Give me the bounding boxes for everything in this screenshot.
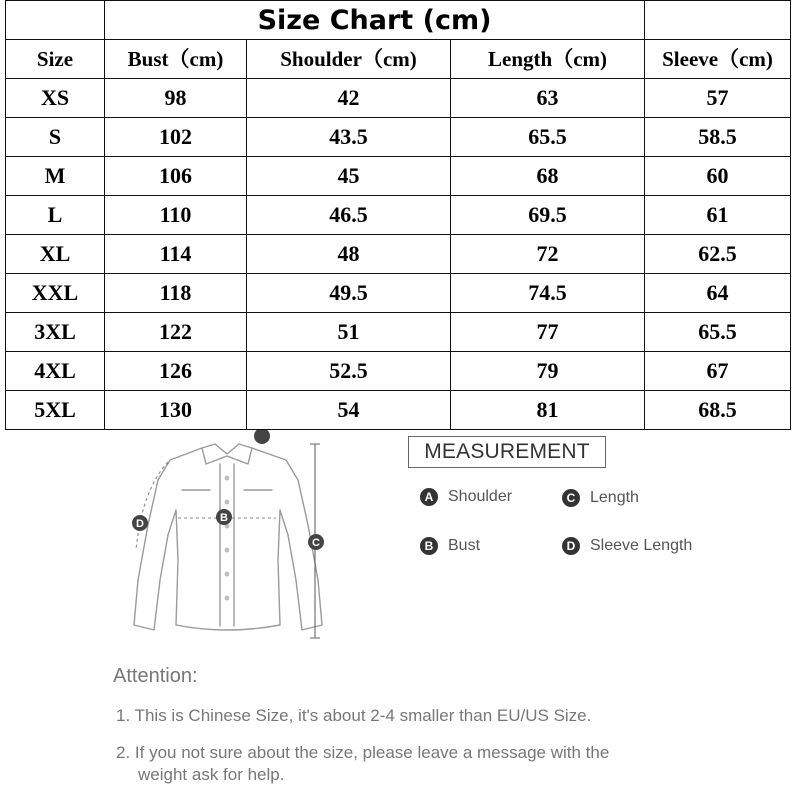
cell-length: 69.5 xyxy=(451,196,645,235)
legend-label: Shoulder xyxy=(448,488,513,505)
cell-length: 74.5 xyxy=(451,274,645,313)
cell-sleeve: 62.5 xyxy=(645,235,791,274)
legend-item-bust xyxy=(420,537,480,555)
cell-sleeve: 58.5 xyxy=(645,118,791,157)
title-blank-cell xyxy=(6,1,105,40)
cell-shoulder: 52.5 xyxy=(247,352,451,391)
svg-text:C: C xyxy=(312,537,320,549)
cell-size: S xyxy=(6,118,105,157)
cell-shoulder: 42 xyxy=(247,79,451,118)
attention-note-2-line-2: weight ask for help. xyxy=(138,765,285,784)
cell-sleeve: 64 xyxy=(645,274,791,313)
svg-text:D: D xyxy=(136,518,144,530)
marker-c xyxy=(308,534,324,550)
cell-shoulder: 43.5 xyxy=(247,118,451,157)
shirt-collar xyxy=(202,444,252,464)
cell-size: 3XL xyxy=(6,313,105,352)
cell-shoulder: 45 xyxy=(247,157,451,196)
table-row xyxy=(6,79,791,118)
cell-sleeve: 57 xyxy=(645,79,791,118)
cell-sleeve: 61 xyxy=(645,196,791,235)
cell-bust: 122 xyxy=(105,313,247,352)
cell-bust: 110 xyxy=(105,196,247,235)
cell-bust: 126 xyxy=(105,352,247,391)
cell-sleeve: 68.5 xyxy=(645,391,791,430)
cell-shoulder: 48 xyxy=(247,235,451,274)
cell-size: XXL xyxy=(6,274,105,313)
shirt-buttons xyxy=(225,476,230,601)
cell-shoulder: 46.5 xyxy=(247,196,451,235)
cell-size: 5XL xyxy=(6,391,105,430)
table-row xyxy=(6,235,791,274)
shirt-body-outline xyxy=(134,448,322,630)
measurement-heading: MEASUREMENT xyxy=(408,436,606,468)
header-shoulder: Shoulder（cm) xyxy=(247,40,451,79)
cell-bust: 130 xyxy=(105,391,247,430)
legend-item-length xyxy=(562,489,639,507)
title-row xyxy=(6,1,791,40)
cell-shoulder: 51 xyxy=(247,313,451,352)
cell-length: 63 xyxy=(451,79,645,118)
cell-size: XS xyxy=(6,79,105,118)
table-row xyxy=(6,196,791,235)
cell-bust: 118 xyxy=(105,274,247,313)
cell-length: 81 xyxy=(451,391,645,430)
legend-badge: C xyxy=(562,489,580,507)
cell-sleeve: 67 xyxy=(645,352,791,391)
header-bust: Bust（cm) xyxy=(105,40,247,79)
table-row xyxy=(6,313,791,352)
cell-sleeve: 60 xyxy=(645,157,791,196)
attention-note-1: 1. This is Chinese Size, it's about 2-4 smaller than EU/US Size. xyxy=(116,706,592,725)
cell-size: M xyxy=(6,157,105,196)
legend-badge: B xyxy=(420,537,438,555)
table-row xyxy=(6,118,791,157)
table-row xyxy=(6,274,791,313)
cell-shoulder: 54 xyxy=(247,391,451,430)
header-size: Size xyxy=(6,40,105,79)
title-blank-cell xyxy=(645,1,791,40)
cell-size: 4XL xyxy=(6,352,105,391)
header-sleeve: Sleeve（cm) xyxy=(645,40,791,79)
cell-length: 68 xyxy=(451,157,645,196)
size-chart-table xyxy=(5,0,791,430)
table-row xyxy=(6,391,791,430)
marker-b xyxy=(216,509,232,525)
legend-item-sleeve-length xyxy=(562,537,692,555)
legend-badge: A xyxy=(420,488,438,506)
attention-note-2-line-1: 2. If you not sure about the size, please leave a message with the xyxy=(116,743,610,762)
cell-bust: 114 xyxy=(105,235,247,274)
legend-item-shoulder xyxy=(420,488,512,506)
legend-label: Length xyxy=(590,489,639,506)
legend-label: Sleeve Length xyxy=(590,537,693,554)
cell-size: L xyxy=(6,196,105,235)
table-row xyxy=(6,352,791,391)
cell-length: 72 xyxy=(451,235,645,274)
table-row xyxy=(6,157,791,196)
cell-bust: 102 xyxy=(105,118,247,157)
marker-a xyxy=(254,430,270,444)
legend-badge: D xyxy=(562,537,580,555)
attention-note-2 xyxy=(116,742,716,786)
header-row xyxy=(6,40,791,79)
shirt-diagram xyxy=(120,430,335,645)
marker-d xyxy=(132,515,148,531)
chart-title: Size Chart (cm) xyxy=(105,1,645,40)
cell-length: 65.5 xyxy=(451,118,645,157)
cell-shoulder: 49.5 xyxy=(247,274,451,313)
svg-text:B: B xyxy=(220,512,228,524)
header-length: Length（cm) xyxy=(451,40,645,79)
attention-title: Attention: xyxy=(113,665,198,687)
cell-size: XL xyxy=(6,235,105,274)
shirt-placket xyxy=(220,464,234,626)
cell-length: 77 xyxy=(451,313,645,352)
legend-label: Bust xyxy=(448,537,481,554)
cell-length: 79 xyxy=(451,352,645,391)
cell-bust: 106 xyxy=(105,157,247,196)
cell-sleeve: 65.5 xyxy=(645,313,791,352)
cell-bust: 98 xyxy=(105,79,247,118)
